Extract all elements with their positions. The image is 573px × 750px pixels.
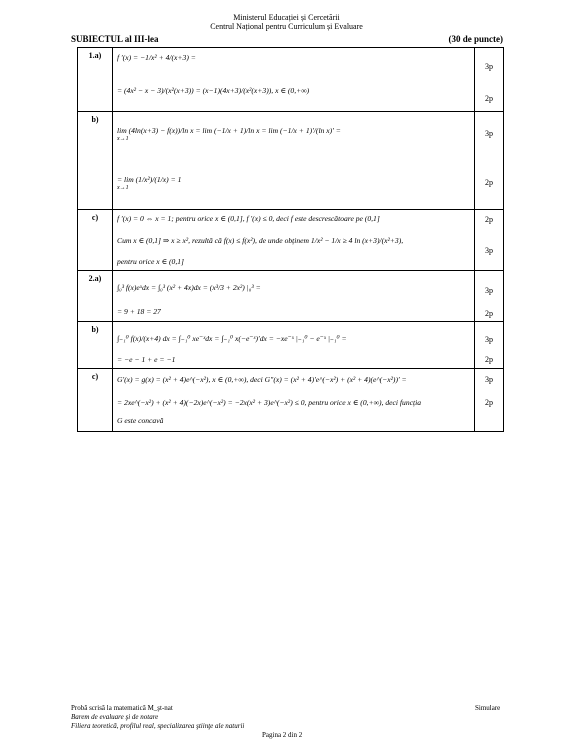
points-cell [475, 271, 504, 322]
footer-barem: Barem de evaluare şi de notare [71, 713, 159, 721]
points-value: 2p [485, 355, 493, 364]
item-number: 2.a) [78, 271, 113, 322]
points-cell [475, 112, 504, 210]
solution-line: lim (4ln(x+3) − f(x))/ln x = lim (−1/x + 1)/ln x = lim (−1/x + 1)′/(ln x)′ = [117, 126, 341, 135]
points-cell [475, 322, 504, 369]
solution-line: f ′(x) = −1/x² + 4/(x+3) = [117, 53, 196, 62]
table-row [78, 210, 504, 271]
solution-line: = 2xe^(−x²) + (x² + 4)(−2x)e^(−x²) = −2x(x² + 3)e^(−x²) ≤ 0, pentru orice x ∈ (0,+∞), deci funcția [117, 398, 422, 407]
solution-line: = lim (1/x²)/(1/x) = 1 [117, 175, 182, 184]
table-row [78, 322, 504, 369]
table-row [78, 48, 504, 112]
points-value: 3p [485, 335, 493, 344]
table-row [78, 369, 504, 432]
points-value: 2p [485, 94, 493, 103]
solution-line: = −e − 1 + e = −1 [117, 355, 176, 364]
points-value: 2p [485, 398, 493, 407]
points-value: 3p [485, 375, 493, 384]
ministry-name: Ministerul Educației și Cercetării [233, 13, 340, 22]
item-number: b) [78, 112, 113, 210]
solution-cell [113, 369, 475, 432]
solution-cell [113, 322, 475, 369]
solution-line: f ′(x) = 0 ⇔ x = 1; pentru orice x ∈ (0,1], f ′(x) ≤ 0, deci f este descrescătoare pe (0,1] [117, 214, 380, 223]
points-value: 3p [485, 62, 493, 71]
solution-line: = 9 + 18 = 27 [117, 307, 161, 316]
item-number: c) [78, 369, 113, 432]
page-number: Pagina 2 din 2 [262, 731, 303, 739]
solution-line: Cum x ∈ (0,1] ⇒ x ≥ x², rezultă că f(x) ≤ f(x²), de unde obținem 1/x² − 1/x ≥ 4 ln (x+3)/(x²+3), [117, 236, 404, 245]
solution-line: pentru orice x ∈ (0,1] [117, 257, 184, 266]
item-number: c) [78, 210, 113, 271]
table-row [78, 271, 504, 322]
subject-points: (30 de puncte) [448, 34, 503, 44]
points-cell [475, 210, 504, 271]
grading-table [77, 47, 504, 432]
points-cell [475, 48, 504, 112]
solution-line: = (4x² − x − 3)/(x²(x+3)) = (x−1)(4x+3)/(x²(x+3)), x ∈ (0,+∞) [117, 86, 310, 95]
item-number: b) [78, 322, 113, 369]
solution-line: G este concavă [117, 416, 164, 425]
solution-line: ∫₋₁⁰ f(x)/(x+4) dx = ∫₋₁⁰ xe⁻ˣdx = ∫₋₁⁰ x(−e⁻ˣ)′dx = −xe⁻ˣ |₋₁⁰ − e⁻ˣ |₋₁⁰ = [117, 334, 347, 343]
points-value: 3p [485, 129, 493, 138]
subject-title: SUBIECTUL al III-lea [71, 34, 159, 44]
points-value: 2p [485, 215, 493, 224]
points-value: 2p [485, 309, 493, 318]
points-value: 3p [485, 246, 493, 255]
solution-line: ∫₀³ f(x)eˣdx = ∫₀³ (x² + 4x)dx = (x³/3 + 2x²) |₀³ = [117, 283, 261, 292]
solution-cell [113, 48, 475, 112]
solution-cell [113, 112, 475, 210]
points-value: 2p [485, 178, 493, 187]
footer-exam: Probă scrisă la matematică M_şt-nat [71, 704, 173, 712]
table-row [78, 112, 504, 210]
limit-subscript: x→1 [117, 136, 129, 142]
center-name: Centrul Național pentru Curriculum și Evaluare [210, 22, 363, 31]
item-number: 1.a) [78, 48, 113, 112]
limit-subscript: x→1 [117, 185, 129, 191]
points-value: 3p [485, 286, 493, 295]
points-cell [475, 369, 504, 432]
exam-mode: Simulare [475, 704, 501, 712]
footer-track: Filiera teoretică, profilul real, specializarea ştiinţe ale naturii [71, 722, 245, 730]
solution-cell [113, 210, 475, 271]
solution-line: G′(x) = g(x) = (x² + 4)e^(−x²), x ∈ (0,+∞), deci G″(x) = (x² + 4)′e^(−x²) + (x² + 4)(e^(−x²))′ = [117, 375, 407, 384]
solution-cell [113, 271, 475, 322]
